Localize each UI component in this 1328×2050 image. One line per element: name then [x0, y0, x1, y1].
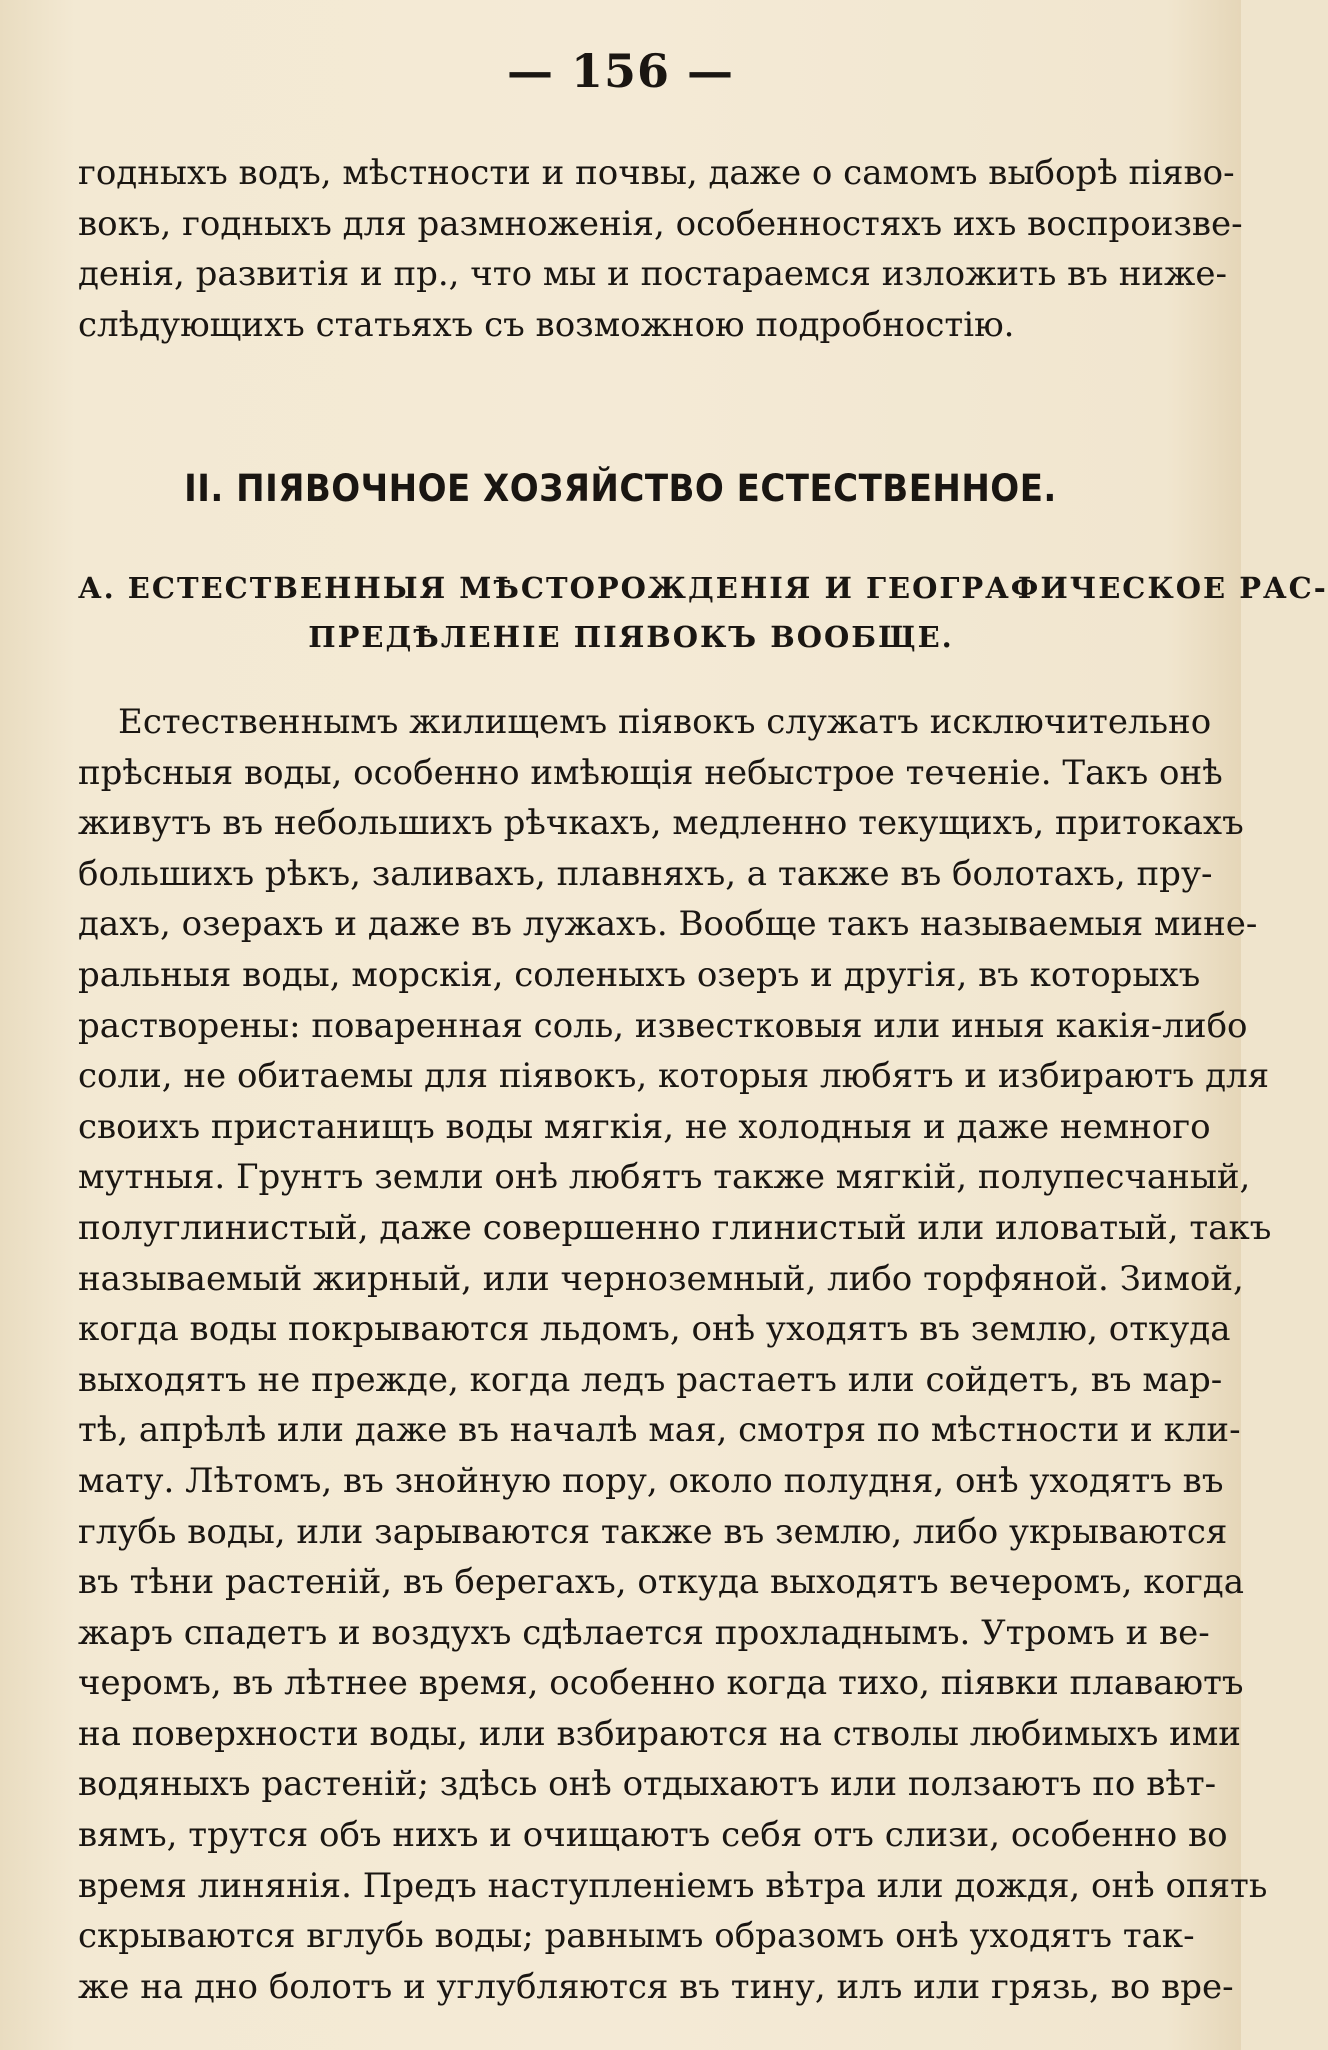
text-line: живутъ въ небольшихъ рѣчкахъ, медленно текущихъ, притокахъ [78, 803, 1244, 844]
text-line: выходятъ не прежде, когда ледъ растаетъ или сойдетъ, въ мар- [78, 1359, 1223, 1400]
subheading-text: ПРЕДѢЛЕНІЕ ПІЯВОКЪ ВООБЩЕ. [308, 620, 954, 654]
text-line: время линянія. Предъ наступленіемъ вѣтра или дождя, онѣ опять [78, 1865, 1268, 1906]
text-line: вямъ, трутся объ нихъ и очищаютъ себя отъ слизи, особенно во [78, 1815, 1228, 1856]
text-line: дахъ, озерахъ и даже въ лужахъ. Вообще такъ называемыя мине- [78, 904, 1258, 945]
page-number: — 156 — [506, 44, 735, 98]
text-line: когда воды покрываются льдомъ, онѣ уходятъ въ землю, откуда [78, 1309, 1231, 1350]
text-line: растворены: поваренная соль, известковыя или иныя какія-либо [78, 1005, 1248, 1046]
text-line: денія, развитія и пр., что мы и постараемся изложить въ ниже- [78, 254, 1227, 295]
subheading-line-2 [78, 613, 1184, 661]
intro-paragraph [78, 148, 1243, 350]
text-line: вокъ, годныхъ для размноженія, особенностяхъ ихъ воспроизве- [78, 203, 1243, 244]
text-line: же на дно болотъ и углубляются въ тину, илъ или грязь, во вре- [78, 1966, 1234, 2007]
text-line: водяныхъ растеній; здѣсь онѣ отдыхаютъ или ползаютъ по вѣт- [78, 1764, 1217, 1805]
text-line: полуглинистый, даже совершенно глинистый или иловатый, такъ [78, 1207, 1272, 1248]
text-line: черомъ, въ лѣтнее время, особенно когда тихо, піявки плаваютъ [78, 1663, 1244, 1704]
text-line: въ тѣни растеній, въ берегахъ, откуда выходятъ вечеромъ, когда [78, 1562, 1244, 1603]
text-line: скрываются вглубь воды; равнымъ образомъ онѣ уходятъ так- [78, 1916, 1195, 1957]
text-line: называемый жирный, или черноземный, либо торфяной. Зимой, [78, 1258, 1244, 1299]
text-line: на поверхности воды, или взбираются на стволы любимыхъ ими [78, 1713, 1241, 1754]
text-line: мату. Лѣтомъ, въ знойную пору, около полудня, онѣ уходятъ въ [78, 1460, 1224, 1501]
text-line: ральныя воды, морскія, соленыхъ озеръ и другія, въ которыхъ [78, 954, 1201, 995]
text-line: тѣ, апрѣлѣ или даже въ началѣ мая, смотря по мѣстности и кли- [78, 1410, 1241, 1451]
text-line: мутныя. Грунтъ земли онѣ любятъ также мягкій, полупесчаный, [78, 1157, 1251, 1198]
text-line: прѣсныя воды, особенно имѣющія небыстрое теченіе. Такъ онѣ [78, 752, 1223, 793]
text-line: глубь воды, или зарываются также въ землю, либо укрываются [78, 1511, 1228, 1552]
text-line: своихъ пристанищъ воды мягкія, не холодныя и даже немного [78, 1106, 1211, 1147]
text-line: большихъ рѣкъ, заливахъ, плавняхъ, а также въ болотахъ, пру- [78, 853, 1213, 894]
text-line: Естественнымъ жилищемъ піявокъ служатъ исключительно [118, 702, 1212, 742]
subheading-line-1 [78, 564, 1328, 612]
text-line: годныхъ водъ, мѣстности и почвы, даже о самомъ выборѣ піяво- [78, 153, 1235, 193]
text-line: жаръ спадетъ и воздухъ сдѣлается прохладнымъ. Утромъ и ве- [78, 1612, 1210, 1653]
text-line: соли, не обитаемы для піявокъ, которыя любятъ и избираютъ для [78, 1056, 1270, 1097]
section-heading: II. ПІЯВОЧНОЕ ХОЗЯЙСТВО ЕСТЕСТВЕННОЕ. [184, 467, 1057, 510]
subheading-text: А. ЕСТЕСТВЕННЫЯ МѢСТОРОЖДЕНІЯ И ГЕОГРАФИЧЕСКОЕ РАС- [78, 571, 1328, 605]
text-line: слѣдующихъ статьяхъ съ возможною подробностію. [78, 304, 1015, 345]
body-paragraph [78, 697, 1272, 2012]
